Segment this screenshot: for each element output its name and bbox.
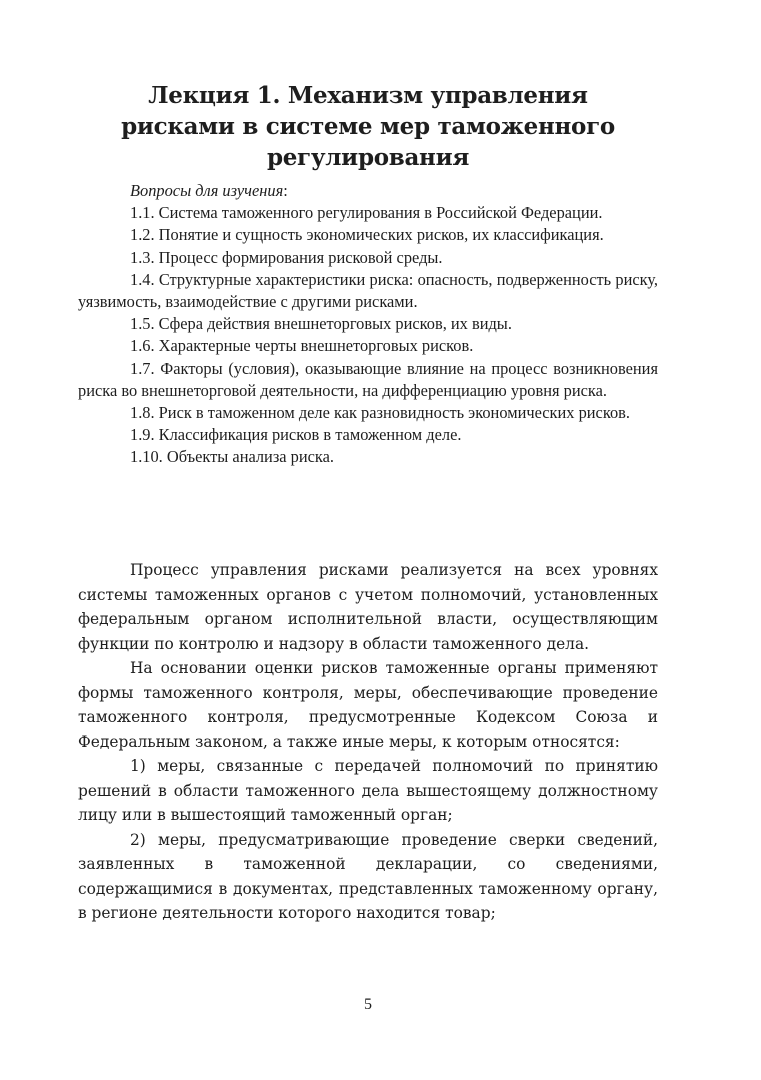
questions-heading bbox=[78, 180, 658, 202]
document-page bbox=[78, 0, 658, 1080]
lecture-title bbox=[78, 80, 658, 173]
title-line: регулирования bbox=[266, 144, 470, 171]
question-item: 1.9. Классификация рисков в таможенном деле. bbox=[130, 425, 462, 445]
paragraph: 1) меры, связанные с передачей полномочий по принятию решений в области таможенного дела вышестоящему должностному лицу или в вышестоящий таможенный орган; bbox=[78, 757, 658, 824]
question-item: 1.3. Процесс формирования рисковой среды. bbox=[130, 247, 443, 267]
question-item: 1.6. Характерные черты внешнеторговых рисков. bbox=[130, 336, 474, 356]
question-item: 1.7. Факторы (условия), оказывающие влияние на процесс возникновения риска во внешнеторговой деятельности, на дифференциацию уровня риска. bbox=[78, 358, 658, 400]
question-item: 1.4. Структурные характеристики риска: опасность, подверженность риску, уязвимость, взаимодействие с другими рисками. bbox=[78, 269, 658, 312]
paragraph: На основании оценки рисков таможенные органы применяют формы таможенного контроля, меры, обеспечивающие проведение таможенного контроля, предусмотренные Кодексом Союза и Федеральным законом, а также иные меры, к которым относятся: bbox=[78, 659, 658, 751]
title-line: Лекция 1. Механизм управления bbox=[148, 82, 588, 109]
title-line: рисками в системе мер таможенного bbox=[121, 113, 615, 140]
body-text bbox=[78, 558, 658, 926]
question-item: 1.5. Сфера действия внешнеторговых рисков, их виды. bbox=[130, 314, 512, 334]
paragraph: Процесс управления рисками реализуется на всех уровнях системы таможенных органов с учетом полномочий, установленных федеральным органом исполнительной власти, осуществляющим функции по контролю и надзору в области таможенного дела. bbox=[78, 561, 658, 653]
questions-heading-text: Вопросы для изучения bbox=[130, 181, 284, 200]
page-number: 5 bbox=[364, 996, 372, 1013]
question-item: 1.8. Риск в таможенном деле как разновидность экономических рисков. bbox=[130, 403, 630, 423]
question-item: 1.1. Система таможенного регулирования в Российской Федерации. bbox=[130, 203, 603, 223]
paragraph: 2) меры, предусматривающие проведение сверки сведений, заявленных в таможенной декларации, со сведениями, содержащимися в документах, представленных таможенному органу, в регионе деятельности которого находится товар; bbox=[78, 830, 658, 922]
questions-heading-colon: : bbox=[283, 181, 288, 200]
study-questions bbox=[78, 180, 658, 469]
question-item: 1.10. Объекты анализа риска. bbox=[130, 447, 335, 467]
question-item: 1.2. Понятие и сущность экономических рисков, их классификация. bbox=[130, 225, 604, 245]
